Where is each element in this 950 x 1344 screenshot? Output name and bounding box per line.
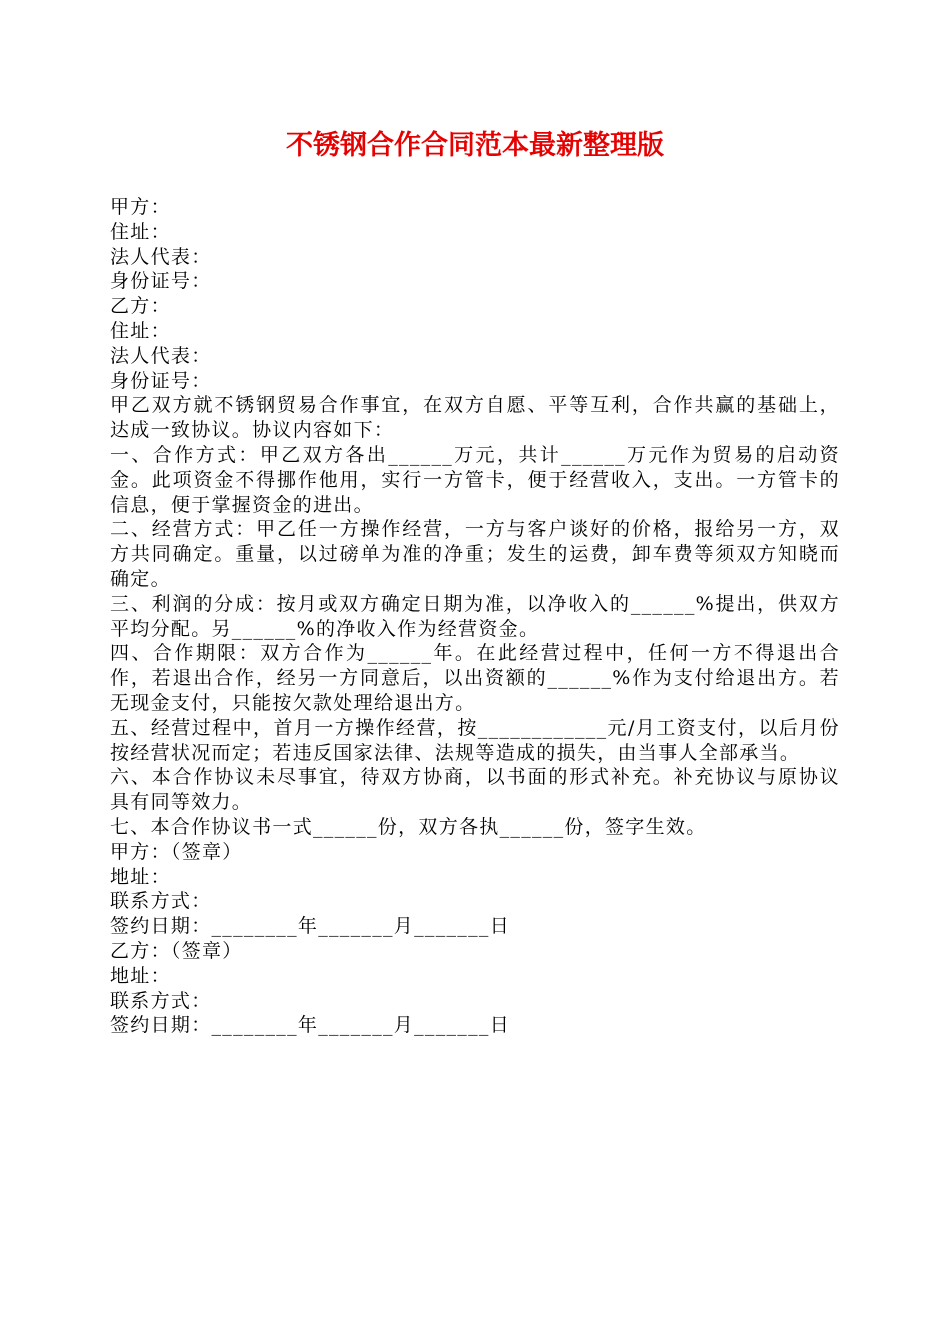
- party-a-address-label: 住址：: [110, 220, 171, 243]
- sign-b-party-label: 乙方：（签章）: [110, 939, 243, 962]
- clause-3: 三、利润的分成：按月或双方确定日期为准，以净收入的______%提出，供双方平均分配。另______%的净收入作为经营资金。: [110, 592, 840, 640]
- clause-7: 七、本合作协议书一式______份，双方各执______份，签字生效。: [110, 815, 707, 838]
- sign-b-address-label: 地址：: [110, 964, 171, 987]
- party-b-id-label: 身份证号：: [110, 369, 212, 392]
- sign-a-contact-label: 联系方式：: [110, 890, 212, 913]
- party-b-name-label: 乙方：: [110, 295, 171, 318]
- party-b-address-label: 住址：: [110, 319, 171, 342]
- sign-b-date-label: 签约日期：________年_______月_______日: [110, 1014, 511, 1037]
- clause-1: 一、合作方式：甲乙双方各出______万元，共计______万元作为贸易的启动资金。此项资金不得挪作他用，实行一方管卡，便于经营收入，支出。一方管卡的信息，便于掌握资金的进出。: [110, 443, 840, 516]
- sign-a-address-label: 地址：: [110, 865, 171, 888]
- intro-paragraph: 甲乙双方就不锈钢贸易合作事宜，在双方自愿、平等互利，合作共赢的基础上，达成一致协议。协议内容如下：: [110, 394, 840, 442]
- party-a-id-label: 身份证号：: [110, 270, 212, 293]
- party-b-legal-rep-label: 法人代表：: [110, 344, 212, 367]
- clause-6: 六、本合作协议未尽事宜，待双方协商，以书面的形式补充。补充协议与原协议具有同等效力。: [110, 766, 840, 814]
- clause-4: 四、合作期限：双方合作为______年。在此经营过程中，任何一方不得退出合作，若退出合作，经另一方同意后，以出资额的______%作为支付给退出方。若无现金支付，只能按欠款处理给退出方。: [110, 642, 840, 714]
- clause-2: 二、经营方式：甲乙任一方操作经营，一方与客户谈好的价格，报给另一方，双方共同确定。重量，以过磅单为准的净重；发生的运费，卸车费等须双方知晓而确定。: [110, 518, 840, 590]
- clause-5: 五、经营过程中，首月一方操作经营，按____________元/月工资支付，以后月份按经营状况而定；若违反国家法律、法规等造成的损失，由当事人全部承当。: [110, 716, 840, 764]
- document-title: 不锈钢合作合同范本最新整理版: [286, 130, 664, 161]
- party-a-legal-rep-label: 法人代表：: [110, 245, 212, 268]
- party-a-name-label: 甲方：: [110, 196, 171, 218]
- sign-a-date-label: 签约日期：________年_______月_______日: [110, 915, 511, 938]
- sign-a-party-label: 甲方：（签章）: [110, 840, 243, 863]
- document-body: [110, 195, 840, 1038]
- sign-b-contact-label: 联系方式：: [110, 989, 212, 1012]
